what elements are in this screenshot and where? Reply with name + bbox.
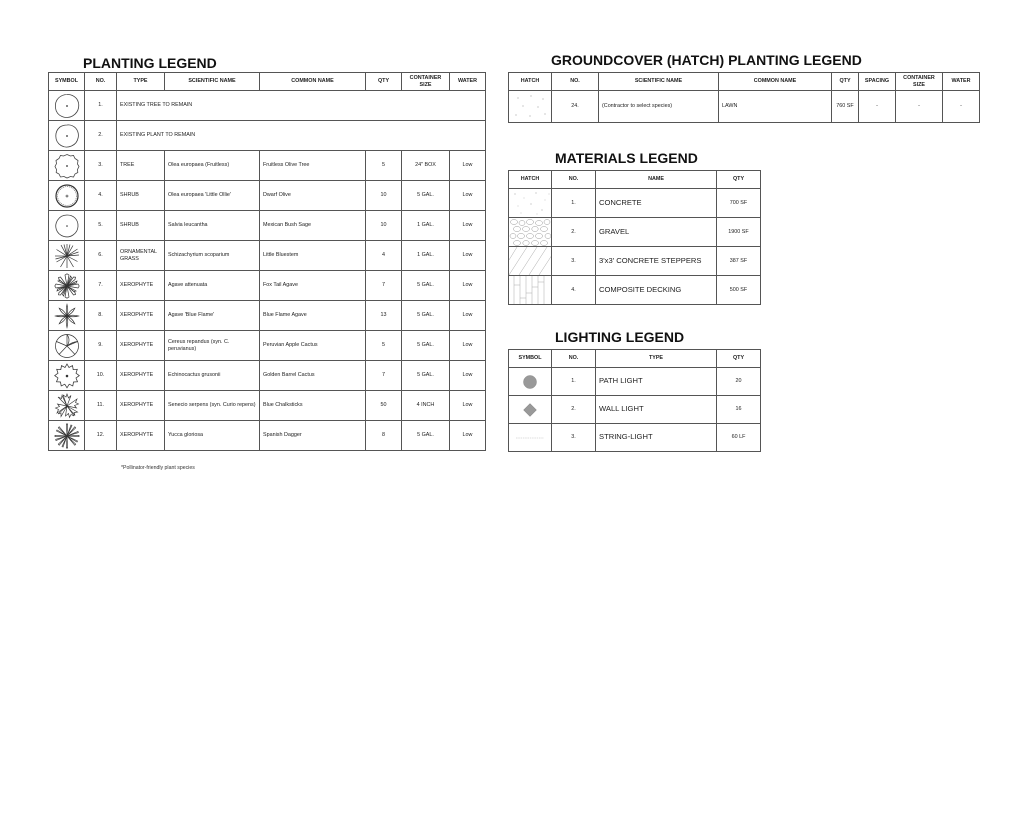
row-scientific-name: Echinocactus grusonii (165, 361, 260, 391)
path-light-icon (509, 368, 552, 396)
row-qty: 13 (366, 301, 402, 331)
groundcover-legend-title: GROUNDCOVER (HATCH) PLANTING LEGEND (551, 52, 862, 68)
grass-icon (49, 241, 85, 271)
row-qty: 20 (717, 368, 761, 396)
col-header-qty: QTY (366, 73, 402, 91)
row-scientific-name: Schizachyrium scoparium (165, 241, 260, 271)
table-row (49, 151, 486, 181)
row-water: Low (450, 211, 486, 241)
row-qty: 387 SF (717, 247, 761, 276)
row-qty: 10 (366, 181, 402, 211)
col-header-type: TYPE (117, 73, 165, 91)
row-qty: 700 SF (717, 189, 761, 218)
planting-legend-table (48, 72, 486, 451)
row-water: Low (450, 331, 486, 361)
col-header-no: NO. (552, 73, 599, 91)
materials-legend-title: MATERIALS LEGEND (555, 150, 698, 166)
gravel-hatch-icon (509, 218, 552, 247)
row-no: 24. (552, 91, 599, 123)
row-type: PATH LIGHT (596, 368, 717, 396)
row-no: 10. (85, 361, 117, 391)
table-row (509, 218, 761, 247)
row-type: EXISTING PLANT TO REMAIN (117, 121, 486, 151)
row-qty: 10 (366, 211, 402, 241)
row-type: XEROPHYTE (117, 301, 165, 331)
row-no: 4. (85, 181, 117, 211)
lawn-hatch-icon (509, 91, 552, 123)
row-qty: 5 (366, 151, 402, 181)
row-no: 8. (85, 301, 117, 331)
row-type: XEROPHYTE (117, 361, 165, 391)
row-scientific-name: Olea europaea 'Little Ollie' (165, 181, 260, 211)
row-container-size: - (896, 91, 943, 123)
row-qty: 7 (366, 271, 402, 301)
table-row (49, 181, 486, 211)
row-container-size: 1 GAL. (402, 211, 450, 241)
row-type: XEROPHYTE (117, 421, 165, 451)
col-header-type: TYPE (596, 350, 717, 368)
col-header-symbol: SYMBOL (509, 350, 552, 368)
row-no: 6. (85, 241, 117, 271)
col-header-qty: QTY (717, 171, 761, 189)
row-scientific-name: Olea europaea (Fruitless) (165, 151, 260, 181)
row-scientific-name: Salvia leucantha (165, 211, 260, 241)
table-row (49, 361, 486, 391)
planting-header-row (49, 73, 486, 91)
row-no: 5. (85, 211, 117, 241)
bush-sage-icon (49, 211, 85, 241)
row-container-size: 5 GAL. (402, 301, 450, 331)
decking-hatch-icon (509, 276, 552, 305)
row-water: Low (450, 301, 486, 331)
row-water: Low (450, 241, 486, 271)
row-container-size: 4 INCH (402, 391, 450, 421)
col-header-qty: QTY (717, 350, 761, 368)
col-header-name: NAME (596, 171, 717, 189)
row-no: 1. (552, 189, 596, 218)
row-type: TREE (117, 151, 165, 181)
row-common-name: Mexican Bush Sage (260, 211, 366, 241)
row-common-name: Fruitless Olive Tree (260, 151, 366, 181)
row-name: CONCRETE (596, 189, 717, 218)
row-container-size: 1 GAL. (402, 241, 450, 271)
lighting-header-row (509, 350, 761, 368)
row-type: STRING-LIGHT (596, 424, 717, 452)
row-container-size: 5 GAL. (402, 421, 450, 451)
row-common-name: Blue Chalksticks (260, 391, 366, 421)
row-container-size: 5 GAL. (402, 181, 450, 211)
table-row (49, 421, 486, 451)
row-type: SHRUB (117, 211, 165, 241)
row-type: XEROPHYTE (117, 331, 165, 361)
row-no: 11. (85, 391, 117, 421)
row-qty: 7 (366, 361, 402, 391)
row-qty: 60 LF (717, 424, 761, 452)
apple-cactus-icon (49, 331, 85, 361)
row-scientific-name: Agave 'Blue Flame' (165, 301, 260, 331)
row-scientific-name: Cereus repandus (syn. C. peruvianus) (165, 331, 260, 361)
table-row (509, 424, 761, 452)
row-qty: 4 (366, 241, 402, 271)
row-qty: 8 (366, 421, 402, 451)
col-header-scientific-name: SCIENTIFIC NAME (165, 73, 260, 91)
yucca-icon (49, 421, 85, 451)
col-header-hatch: HATCH (509, 171, 552, 189)
table-row (509, 368, 761, 396)
table-row (49, 241, 486, 271)
row-type: XEROPHYTE (117, 271, 165, 301)
row-container-size: 5 GAL. (402, 331, 450, 361)
row-qty: 500 SF (717, 276, 761, 305)
table-row (49, 121, 486, 151)
table-row (49, 271, 486, 301)
row-common-name: Spanish Dagger (260, 421, 366, 451)
row-scientific-name: Senecio serpens (syn. Curio repens) (165, 391, 260, 421)
table-row (509, 189, 761, 218)
row-common-name: Golden Barrel Cactus (260, 361, 366, 391)
wall-light-icon (509, 396, 552, 424)
row-no: 3. (552, 247, 596, 276)
row-common-name: Blue Flame Agave (260, 301, 366, 331)
row-qty: 5 (366, 331, 402, 361)
table-row (49, 331, 486, 361)
row-no: 2. (85, 121, 117, 151)
row-type: SHRUB (117, 181, 165, 211)
olive-tree-icon (49, 151, 85, 181)
row-type: EXISTING TREE TO REMAIN (117, 91, 486, 121)
row-qty: 16 (717, 396, 761, 424)
row-no: 1. (85, 91, 117, 121)
groundcover-legend-table (508, 72, 980, 123)
row-spacing: - (859, 91, 896, 123)
row-common-name: Peruvian Apple Cactus (260, 331, 366, 361)
row-no: 4. (552, 276, 596, 305)
table-row (509, 247, 761, 276)
row-no: 3. (552, 424, 596, 452)
materials-header-row (509, 171, 761, 189)
row-no: 2. (552, 396, 596, 424)
blue-flame-agave-icon (49, 301, 85, 331)
row-common-name: Fox Tail Agave (260, 271, 366, 301)
barrel-cactus-icon (49, 361, 85, 391)
concrete-hatch-icon (509, 189, 552, 218)
row-water: Low (450, 421, 486, 451)
row-no: 7. (85, 271, 117, 301)
row-no: 2. (552, 218, 596, 247)
col-header-symbol: SYMBOL (49, 73, 85, 91)
row-qty: 760 SF (832, 91, 859, 123)
row-water: Low (450, 181, 486, 211)
row-no: 9. (85, 331, 117, 361)
row-qty: 1900 SF (717, 218, 761, 247)
col-header-no: NO. (552, 171, 596, 189)
row-water: Low (450, 361, 486, 391)
row-container-size: 24" BOX (402, 151, 450, 181)
row-container-size: 5 GAL. (402, 361, 450, 391)
col-header-scientific-name: SCIENTIFIC NAME (599, 73, 719, 91)
chalksticks-icon (49, 391, 85, 421)
existing-tree-icon (49, 91, 85, 121)
row-no: 3. (85, 151, 117, 181)
row-scientific-name: Yucca gloriosa (165, 421, 260, 451)
col-header-water: WATER (943, 73, 980, 91)
groundcover-header-row (509, 73, 980, 91)
existing-plant-icon (49, 121, 85, 151)
table-row (509, 396, 761, 424)
col-header-container-size: CONTAINER SIZE (402, 73, 450, 91)
row-scientific-name: (Contractor to select species) (599, 91, 719, 123)
row-water: - (943, 91, 980, 123)
table-row (509, 91, 980, 123)
row-container-size: 5 GAL. (402, 271, 450, 301)
row-type: ORNAMENTAL GRASS (117, 241, 165, 271)
table-row (49, 391, 486, 421)
row-qty: 50 (366, 391, 402, 421)
row-type: XEROPHYTE (117, 391, 165, 421)
col-header-no: NO. (552, 350, 596, 368)
row-scientific-name: Agave attenuata (165, 271, 260, 301)
planting-legend-title: PLANTING LEGEND (83, 55, 217, 71)
row-type: WALL LIGHT (596, 396, 717, 424)
row-water: Low (450, 391, 486, 421)
fox-tail-agave-icon (49, 271, 85, 301)
table-row (49, 301, 486, 331)
row-no: 12. (85, 421, 117, 451)
row-water: Low (450, 271, 486, 301)
row-water: Low (450, 151, 486, 181)
row-common-name: LAWN (719, 91, 832, 123)
lighting-legend-title: LIGHTING LEGEND (555, 329, 685, 345)
pollinator-note: *Pollinator-friendly plant species (121, 465, 195, 471)
row-name: 3'x3' CONCRETE STEPPERS (596, 247, 717, 276)
row-name: COMPOSITE DECKING (596, 276, 717, 305)
col-header-no: NO. (85, 73, 117, 91)
col-header-spacing: SPACING (859, 73, 896, 91)
steppers-hatch-icon (509, 247, 552, 276)
row-common-name: Dwarf Olive (260, 181, 366, 211)
table-row (49, 91, 486, 121)
col-header-water: WATER (450, 73, 486, 91)
col-header-container-size: CONTAINER SIZE (896, 73, 943, 91)
lighting-legend-table (508, 349, 761, 452)
col-header-common-name: COMMON NAME (719, 73, 832, 91)
dwarf-olive-icon (49, 181, 85, 211)
table-row (509, 276, 761, 305)
col-header-hatch: HATCH (509, 73, 552, 91)
string-light-icon (509, 424, 552, 452)
col-header-common-name: COMMON NAME (260, 73, 366, 91)
table-row (49, 211, 486, 241)
col-header-qty: QTY (832, 73, 859, 91)
row-no: 1. (552, 368, 596, 396)
row-common-name: Little Bluestem (260, 241, 366, 271)
materials-legend-table (508, 170, 761, 305)
row-name: GRAVEL (596, 218, 717, 247)
